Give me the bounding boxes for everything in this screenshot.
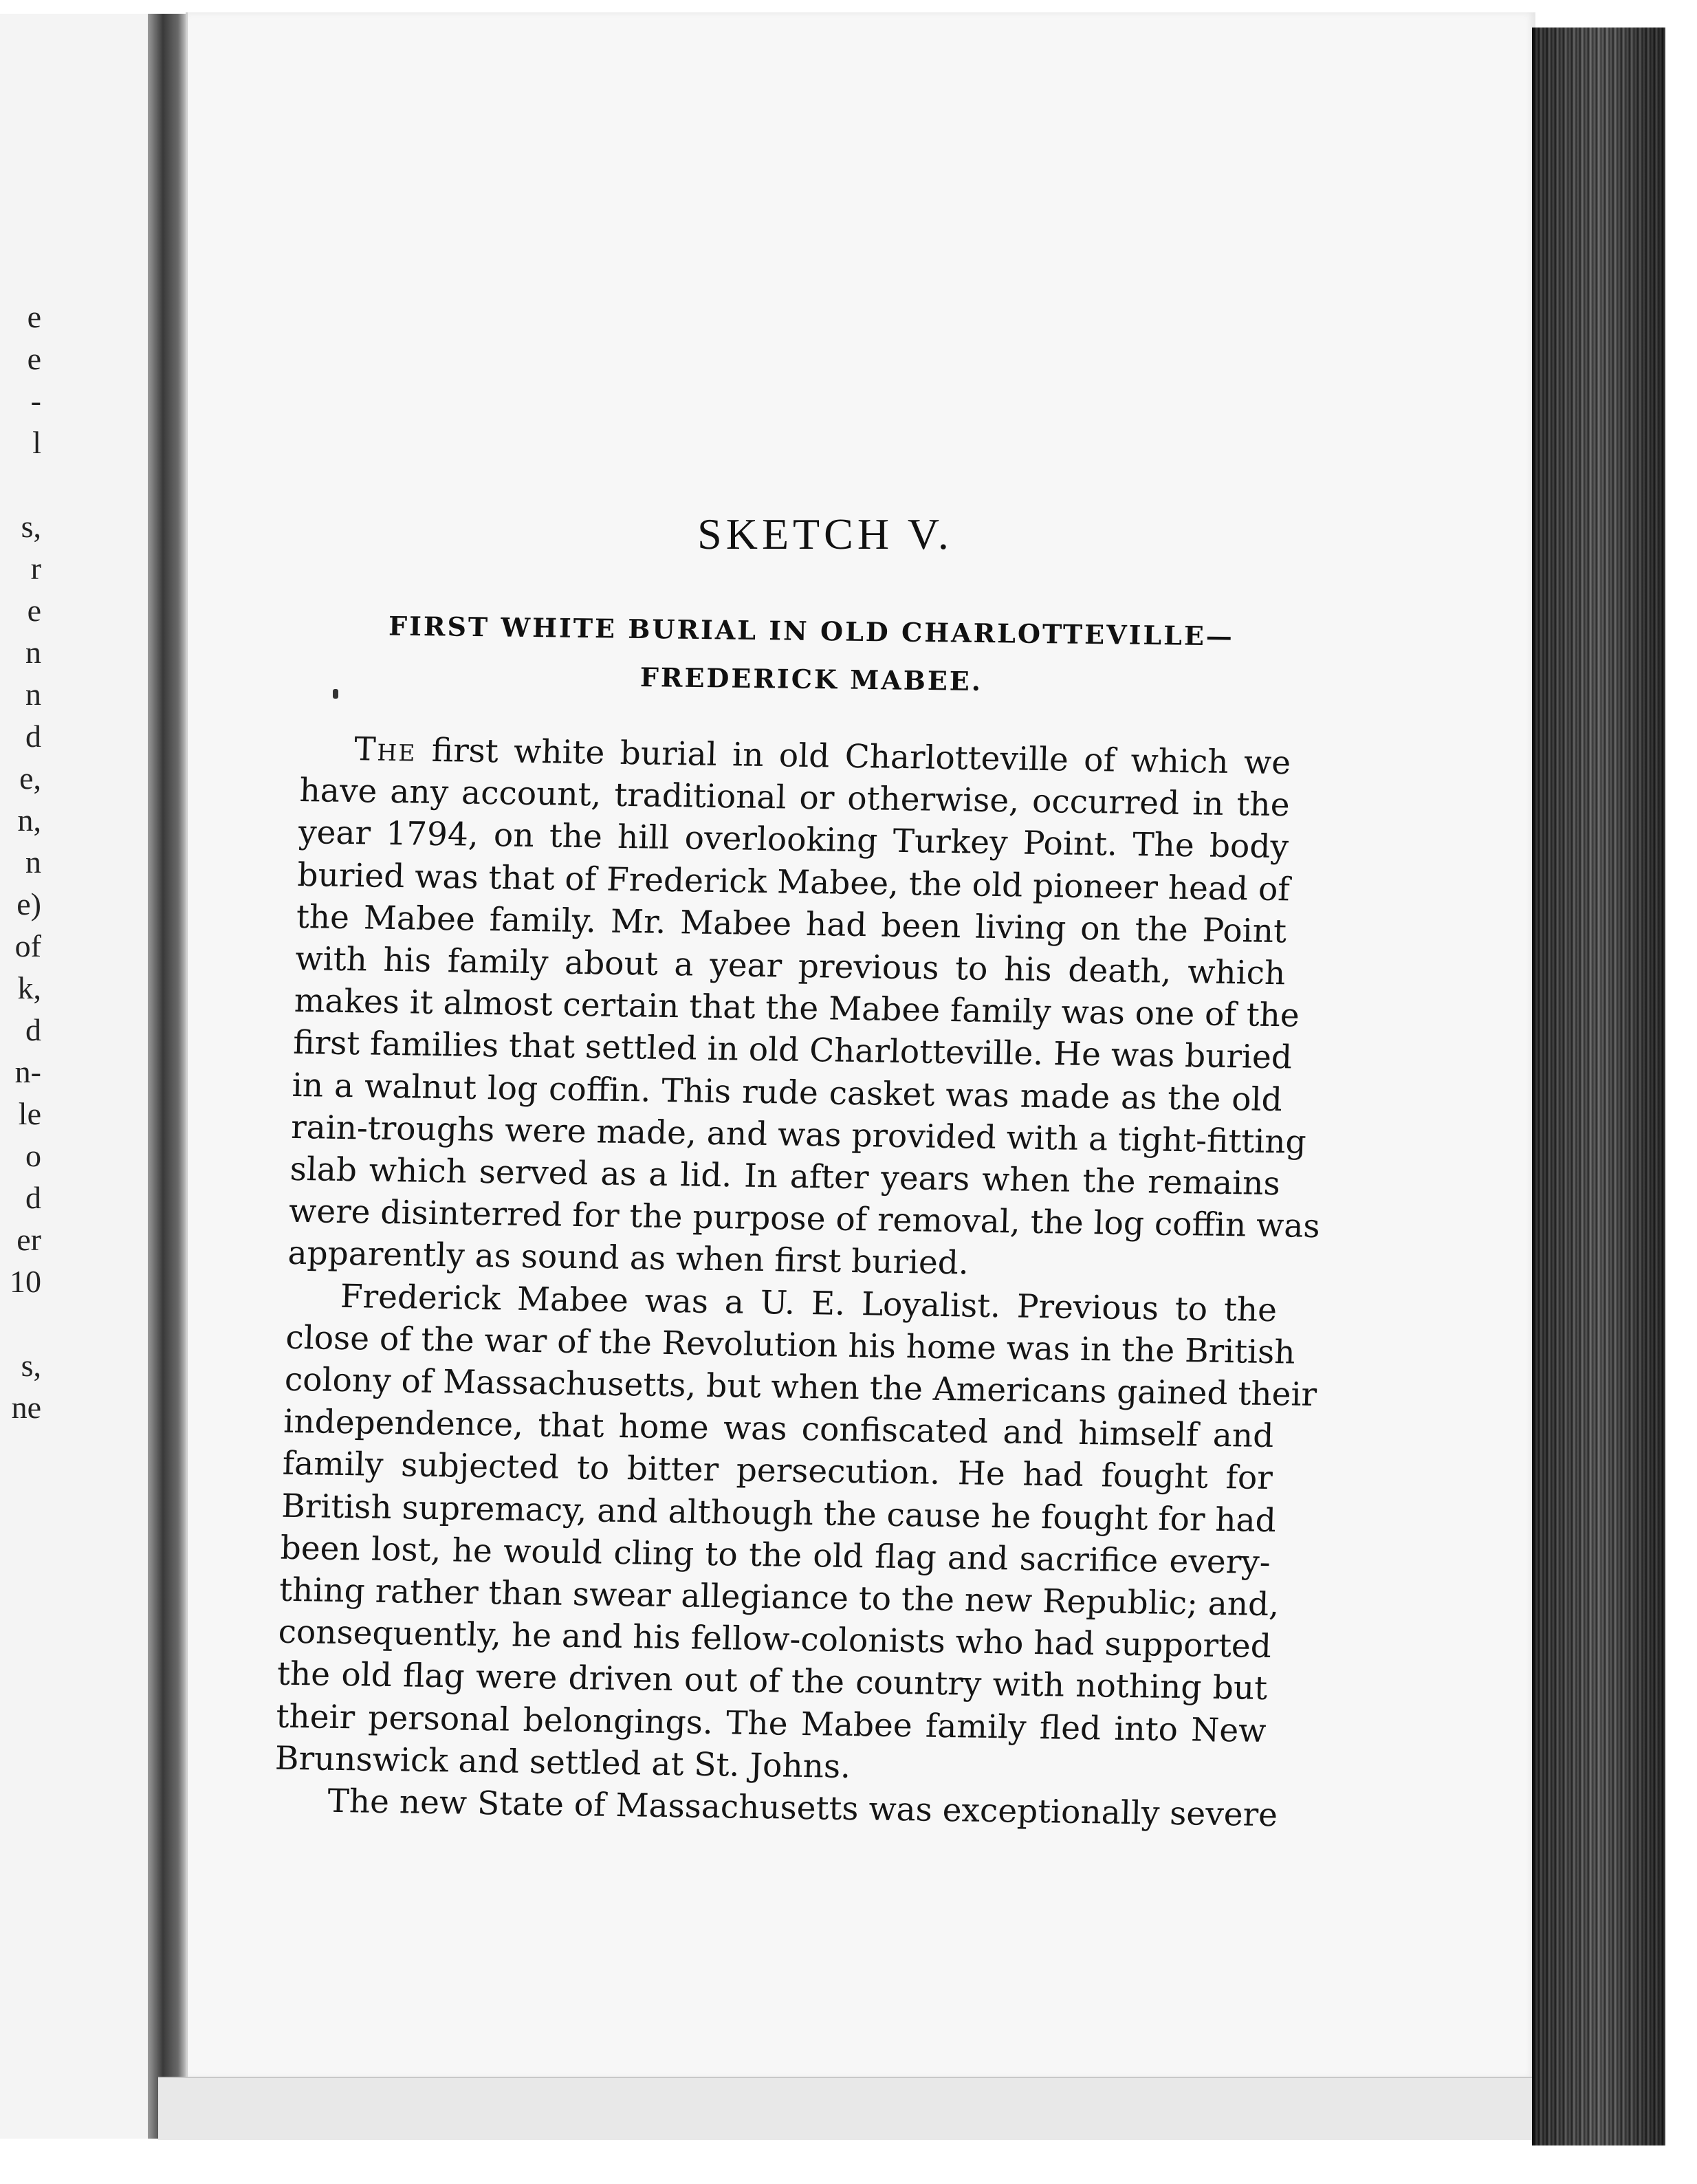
text-line: with his family about a year previous to his death, which	[294, 939, 1287, 993]
left-page-fragment: n-	[14, 1054, 41, 1089]
body-text	[274, 728, 1321, 1836]
chapter-heading-line-2: FREDERICK MABEE.	[639, 661, 983, 697]
text-line: consequently, he and his fellow-colonists who had supported	[278, 1613, 1272, 1666]
text-line: buried was that of Frederick Mabee, the old pioneer head of	[296, 855, 1291, 908]
text-line: thing rather than swear allegiance to the new Republic; and,	[278, 1571, 1280, 1624]
text-line: year 1794, on the hill overlooking Turkey Point. The body	[298, 813, 1289, 866]
left-page-fragment: s,	[21, 509, 41, 544]
left-page-text-fragments	[0, 296, 41, 1428]
text-line: first families that settled in old Charlotteville. He was buried	[292, 1024, 1293, 1077]
text-line: family subjected to bitter persecution. He had fought for	[282, 1445, 1273, 1498]
left-page-fragment: of	[14, 928, 41, 963]
left-page-fragment: k,	[17, 970, 41, 1005]
text-line: colony of Massachusetts, but when the Americans gained their	[284, 1360, 1317, 1415]
left-page-fragment: e)	[17, 886, 41, 921]
text-line: were disinterred for the purpose of removal, the log coffin was	[288, 1192, 1321, 1246]
paragraph	[287, 728, 1321, 1289]
sketch-title: SKETCH V.	[697, 510, 953, 558]
text-line: have any account, traditional or otherwise, occurred in the	[298, 772, 1291, 825]
book-page-edges	[1532, 28, 1665, 2145]
left-page-fragment: o	[25, 1138, 41, 1173]
drop-lead-word: The	[353, 730, 417, 769]
text-line: independence, that home was confiscated and himself and	[283, 1402, 1274, 1456]
text-line: slab which served as a lid. In after years when the remains	[289, 1150, 1281, 1203]
left-page-fragment: n	[25, 844, 41, 880]
text-line-content: first white burial in old Charlotteville of which we	[415, 731, 1291, 783]
left-page-fragment: n	[25, 677, 41, 712]
left-page-fragment: e,	[19, 761, 41, 796]
left-page-fragment: l	[32, 425, 41, 460]
book-gutter	[148, 14, 186, 2139]
text-line: apparently as sound as when first buried.	[287, 1234, 970, 1282]
left-page-fragment: d	[25, 1012, 41, 1047]
text-line: their personal belongings. The Mabee family fled into New	[275, 1697, 1267, 1750]
left-page-fragment: ne	[11, 1390, 41, 1425]
left-page-fragment: n,	[17, 802, 41, 838]
left-page-fragment: -	[30, 383, 41, 418]
text-line: in a walnut log coffin. This rude casket was made as the old	[292, 1066, 1283, 1119]
left-page-fragment: n	[25, 635, 41, 670]
left-page-fragment: d	[25, 1180, 41, 1215]
text-line: Frederick Mabee was a U. E. Loyalist. Previous to the	[340, 1277, 1278, 1329]
left-page-fragment: er	[17, 1222, 41, 1257]
page-bottom-edge	[158, 2077, 1547, 2140]
left-page	[0, 14, 148, 2139]
left-page-fragment: d	[25, 719, 41, 754]
paragraph	[274, 1274, 1317, 1794]
left-page-fragment: e	[27, 299, 41, 334]
text-line: the old flag were driven out of the country with nothing but	[276, 1655, 1268, 1708]
left-page-fragment: r	[30, 551, 41, 586]
text-line: been lost, he would cling to the old flag and sacrifice every-	[280, 1529, 1271, 1582]
text-line: makes it almost certain that the Mabee family was one of the	[294, 982, 1300, 1035]
left-page-fragment: e	[27, 593, 41, 628]
text-line: The new State of Massachusetts was exceptionally severe	[327, 1782, 1278, 1835]
text-line: close of the war of the Revolution his home was in the British	[285, 1318, 1296, 1372]
text-line: British supremacy, and although the cause he fought for had	[281, 1487, 1277, 1540]
left-page-fragment: le	[18, 1096, 41, 1131]
text-line: the Mabee family. Mr. Mabee had been living on the Point	[296, 897, 1287, 951]
left-page-fragment	[0, 1302, 41, 1344]
left-page-fragment: e	[27, 341, 41, 376]
left-page-fragment: 10	[10, 1264, 41, 1299]
left-page-fragment	[0, 463, 41, 505]
text-line: rain-troughs were made, and was provided with a tight-fitting	[290, 1108, 1307, 1161]
left-page-fragment: s,	[21, 1348, 41, 1383]
text-line: Brunswick and settled at St. Johns.	[274, 1739, 851, 1786]
chapter-heading-line-1: FIRST WHITE BURIAL IN OLD CHARLOTTEVILLE—	[388, 610, 1235, 652]
print-speck	[333, 689, 338, 699]
